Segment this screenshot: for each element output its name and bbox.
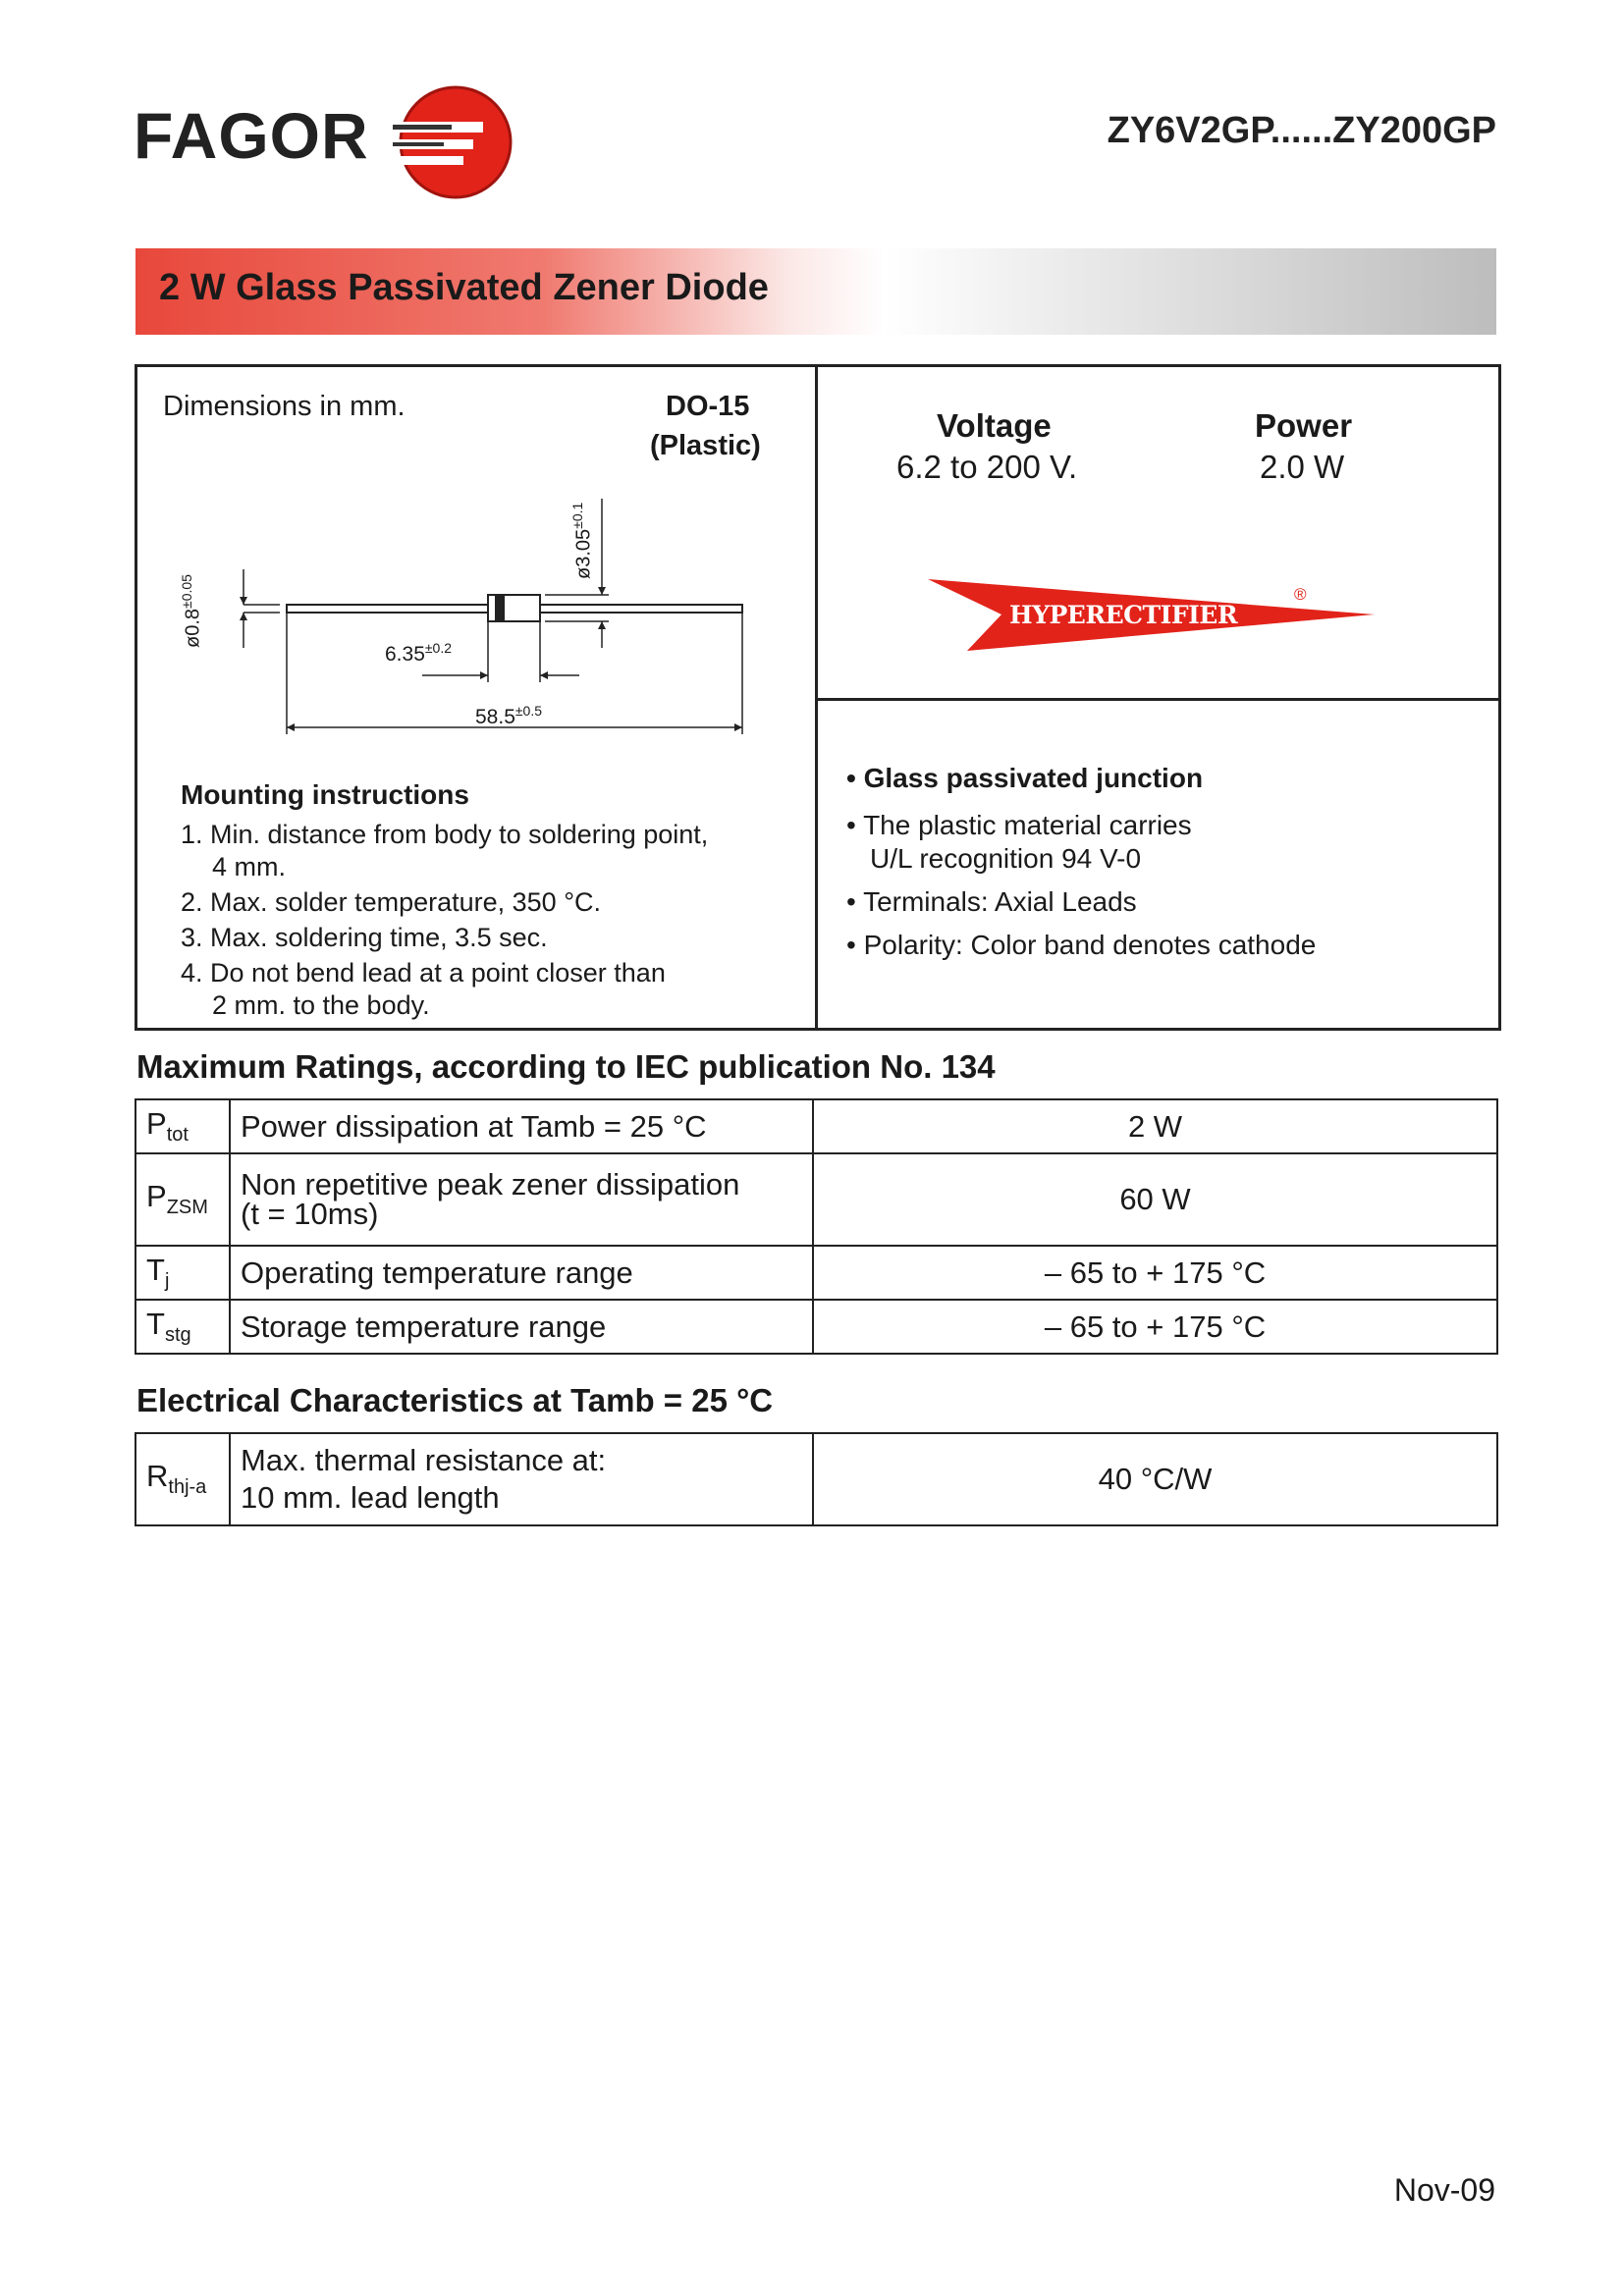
feature-item: • Polarity: Color band denotes cathode: [846, 929, 1316, 962]
mounting-item: 2 mm. to the body.: [212, 990, 430, 1020]
value-cell: – 65 to + 175 °C: [813, 1300, 1497, 1354]
table-row: [135, 1433, 1497, 1525]
symbol-cell: $P_{tot}$: [135, 1099, 230, 1153]
description-cell: Storage temperature range: [230, 1300, 813, 1354]
symbol-cell: $T_j$: [135, 1246, 230, 1300]
voltage-label: Voltage: [937, 407, 1052, 444]
mounting-item: 1. Min. distance from body to soldering point,: [181, 820, 709, 849]
table-row: [135, 1099, 1497, 1153]
fagor-logo-icon: [389, 84, 516, 200]
symbol-cell: $P_{ZSM}$: [135, 1153, 230, 1246]
feature-item: • The plastic material carries: [846, 809, 1316, 842]
body-diameter-dim: $ø3.05^{\pm 0.1}$: [569, 502, 595, 579]
package-type: (Plastic): [650, 430, 761, 461]
value-cell: 40 °C/W: [813, 1433, 1497, 1525]
description-cell: Operating temperature range: [230, 1246, 813, 1300]
registered-mark: ®: [1294, 585, 1307, 604]
voltage-value: 6.2 to 200 V.: [896, 449, 1078, 485]
body-length-dim: $6.35^{\pm 0.2}$: [385, 640, 453, 666]
table-row: [135, 1246, 1497, 1300]
features-list: [846, 762, 1316, 962]
total-length-dim: $58.5^{\pm 0.5}$: [475, 703, 543, 728]
value-cell: 2 W: [813, 1099, 1497, 1153]
mounting-item: 2. Max. solder temperature, 350 °C.: [181, 887, 601, 917]
footer-date: Nov-09: [1393, 2172, 1495, 2208]
power-value: 2.0 W: [1260, 449, 1345, 485]
power-label: Power: [1255, 407, 1353, 444]
mounting-list: [181, 819, 708, 1022]
package-name: DO-15: [666, 391, 750, 422]
table-row: [135, 1300, 1497, 1354]
mounting-item: 4 mm.: [212, 852, 287, 881]
feature-item: • Terminals: Axial Leads: [846, 885, 1316, 919]
mounting-item: 3. Max. soldering time, 3.5 sec.: [181, 923, 548, 952]
part-number: ZY6V2GP......ZY200GP: [1107, 110, 1496, 151]
symbol-cell: $R_{thj-a}$: [135, 1433, 230, 1525]
value-cell: – 65 to + 175 °C: [813, 1246, 1497, 1300]
max-ratings-title: Maximum Ratings, according to IEC publication No. 134: [136, 1048, 996, 1085]
description-cell: Power dissipation at Tamb = 25 °C: [230, 1099, 813, 1153]
description-cell: Non repetitive peak zener dissipation (t = 10ms): [230, 1153, 813, 1246]
brand-logo-text: FAGOR: [134, 99, 369, 172]
symbol-cell: $T_{stg}$: [135, 1300, 230, 1354]
info-box-divider: [815, 364, 818, 1028]
mounting-title: Mounting instructions: [181, 779, 469, 810]
table-row: [135, 1153, 1497, 1246]
electrical-title: Electrical Characteristics at Tamb = 25 °C: [136, 1382, 774, 1418]
lead-diameter-dim: $ø0.8^{\pm 0.05}$: [179, 574, 204, 648]
info-box-hdivider: [815, 698, 1498, 701]
electrical-table: [135, 1432, 1498, 1526]
feature-item: • Glass passivated junction: [846, 762, 1316, 795]
mounting-item: 4. Do not bend lead at a point closer than: [181, 958, 666, 988]
max-ratings-table: [135, 1098, 1498, 1355]
description-cell: Max. thermal resistance at: 10 mm. lead length: [230, 1433, 813, 1525]
dimensions-label: Dimensions in mm.: [163, 391, 406, 422]
hyperectifier-logo-text: HYPERECTIFIER: [1009, 601, 1238, 629]
feature-item: U/L recognition 94 V-0: [870, 843, 1142, 874]
banner-title: 2 W Glass Passivated Zener Diode: [159, 267, 769, 308]
value-cell: 60 W: [813, 1153, 1497, 1246]
